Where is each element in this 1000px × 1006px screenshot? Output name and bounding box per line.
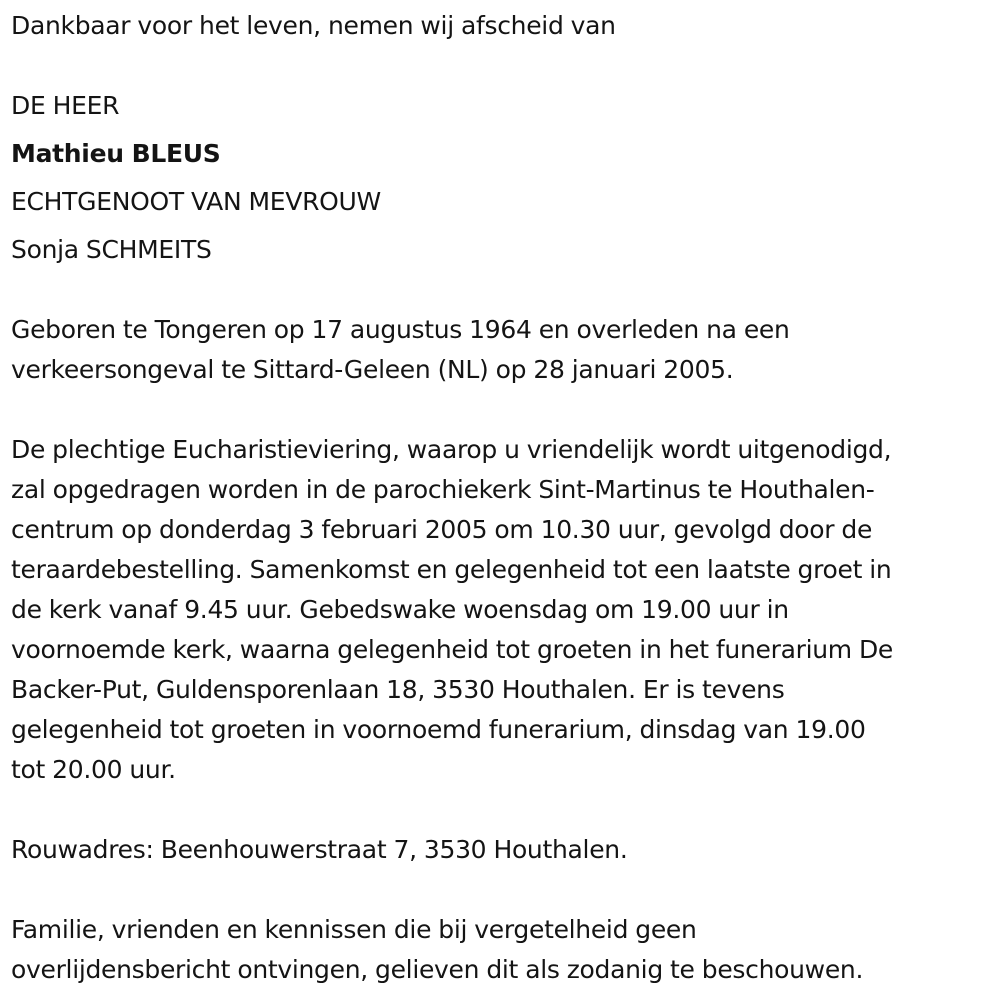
ceremony-line-9: tot 20.00 uur.	[11, 755, 176, 784]
ceremony-line-1: De plechtige Eucharistieviering, waarop u vriendelijk wordt uitgenodigd,	[11, 435, 892, 464]
closing-line-2: overlijdensbericht ontvingen, gelieven dit als zodanig te beschouwen.	[11, 955, 864, 984]
ceremony-line-8: gelegenheid tot groeten in voornoemd funerarium, dinsdag van 19.00	[11, 715, 866, 744]
ceremony-line-6: voornoemde kerk, waarna gelegenheid tot groeten in het funerarium De	[11, 635, 893, 664]
intro-text: Dankbaar voor het leven, nemen wij afscheid van	[11, 11, 616, 40]
ceremony-line-2: zal opgedragen worden in de parochiekerk Sint-Martinus te Houthalen-	[11, 475, 875, 504]
closing-line-1: Familie, vrienden en kennissen die bij vergetelheid geen	[11, 915, 697, 944]
deceased-name: Mathieu BLEUS	[11, 139, 221, 168]
ceremony-line-4: teraardebestelling. Samenkomst en gelegenheid tot een laatste groet in	[11, 555, 892, 584]
spouse-label: ECHTGENOOT VAN MEVROUW	[11, 187, 381, 216]
title-text: DE HEER	[11, 91, 120, 120]
spouse-name: Sonja SCHMEITS	[11, 235, 212, 264]
mourning-address: Rouwadres: Beenhouwerstraat 7, 3530 Houthalen.	[11, 835, 628, 864]
ceremony-line-3: centrum op donderdag 3 februari 2005 om 10.30 uur, gevolgd door de	[11, 515, 873, 544]
ceremony-line-5: de kerk vanaf 9.45 uur. Gebedswake woensdag om 19.00 uur in	[11, 595, 789, 624]
ceremony-line-7: Backer-Put, Guldensporenlaan 18, 3530 Houthalen. Er is tevens	[11, 675, 785, 704]
birth-death-line-2: verkeersongeval te Sittard-Geleen (NL) op 28 januari 2005.	[11, 355, 734, 384]
birth-death-line-1: Geboren te Tongeren op 17 augustus 1964 en overleden na een	[11, 315, 790, 344]
